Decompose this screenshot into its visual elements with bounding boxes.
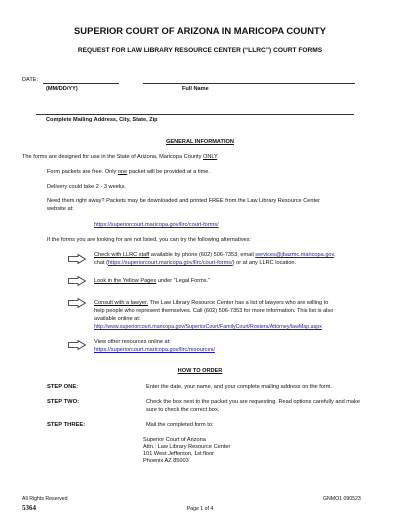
lawyer-map-link[interactable]: http://www.superiorcourt.maricopa.gov/SuperiorCourt/FamilyCourt/Rosters/Attorney/lawMap.aspx: [94, 324, 322, 330]
step-two-text-1: Check the box next to the packet you are requesting. Read options carefully and make: [146, 399, 360, 405]
alt-lawyer-line-2: help people who represent themselves. Call (602) 506-7353 for more information. This list is also: [94, 308, 334, 314]
mail-address-line-3: 101 West Jefferson, 1st floor: [143, 451, 214, 457]
mailing-address-field[interactable]: [36, 114, 354, 115]
alt-lawyer-line-1: Consult with a lawyer. The Law Library Resource Center has a list of lawyers who are willing to: [94, 300, 329, 306]
date-field[interactable]: [43, 83, 119, 84]
step-three-label: STEP THREE:: [47, 422, 86, 428]
arrow-right-icon: [68, 298, 86, 308]
mail-address-line-1: Superior Court of Arizona: [143, 437, 206, 443]
date-hint: (MM/DD/YY): [46, 86, 78, 92]
step-one-text: Enter the date, your name, and your complete mailing address on the form.: [146, 384, 332, 390]
step-one-label: STEP ONE:: [47, 384, 79, 390]
general-line-4b: website at:: [47, 206, 74, 212]
general-line-1: The forms are designed for use in the State of Arizona, Maricopa County ONLY.: [22, 154, 219, 160]
general-line-4a: Need them right away? Packets may be downloaded and printed FREE from the Law Library Resource Center: [47, 198, 320, 204]
arrow-right-icon: [68, 276, 86, 286]
step-two-label: STEP TWO:: [47, 399, 80, 405]
mail-address-line-2: Attn.: Law Library Resource Center: [143, 444, 231, 450]
form-subtitle: REQUEST FOR LAW LIBRARY RESOURCE CENTER (“LLRC”) COURT FORMS: [77, 47, 323, 54]
step-two-text-2: sure to check the correct box.: [146, 407, 220, 413]
how-to-order-heading: HOW TO ORDER: [177, 368, 223, 374]
full-name-field[interactable]: [143, 83, 355, 84]
alt-lawyer-line-3: available online at:: [94, 316, 141, 322]
llrc-chat-link[interactable]: https://superiorcourt.maricopa.gov/llrc/court-forms/: [108, 260, 233, 266]
date-label: DATE:: [22, 77, 39, 83]
address-hint: Complete Mailing Address, City, State, Zip: [46, 117, 158, 123]
arrow-right-icon: [68, 254, 86, 264]
alt-llrc-staff-line-1: Check with LLRC staff available by phone (602) 506-7353, email services@jbazmc.maricopa.gov,: [94, 252, 336, 258]
alt-llrc-staff-line-2: chat (https://superiorcourt.maricopa.gov/llrc/court-forms/) or at any LLRC location.: [94, 260, 297, 266]
step-three-text: Mail the completed form to:: [146, 422, 214, 428]
form-code: GNMO1 090523: [323, 496, 361, 502]
court-forms-link[interactable]: https://superiorcourt.maricopa.gov/llrc/court-forms/: [94, 222, 219, 228]
general-line-2: Form packets are free. Only one packet will be provided at a time.: [47, 169, 210, 175]
resources-link[interactable]: https://superiorcourt.maricopa.gov/llrc/resources/: [94, 347, 215, 353]
llrc-email-link[interactable]: services@jbazmc.maricopa.gov: [255, 252, 334, 258]
arrow-right-icon: [68, 340, 86, 350]
alt-yellow-pages: Look in the Yellow Pages under “Legal Forms.”: [94, 278, 210, 284]
general-line-5: If the forms you are looking for are not listed, you can try the following alternatives:: [47, 237, 251, 243]
general-information-heading: GENERAL INFORMATION: [166, 139, 234, 145]
name-hint: Full Name: [182, 86, 209, 92]
alt-resources-line-1: View other resources online at:: [94, 339, 171, 345]
form-number: 5364: [22, 504, 36, 512]
rights-reserved: All Rights Reserved: [22, 496, 68, 502]
page-number: Page 1 of 4: [186, 506, 214, 512]
general-line-3: Delivery could take 2 - 3 weeks.: [47, 184, 126, 190]
mail-address-line-4: Phoenix AZ 85003: [143, 458, 189, 464]
court-title: SUPERIOR COURT OF ARIZONA IN MARICOPA COUNTY: [74, 25, 326, 36]
